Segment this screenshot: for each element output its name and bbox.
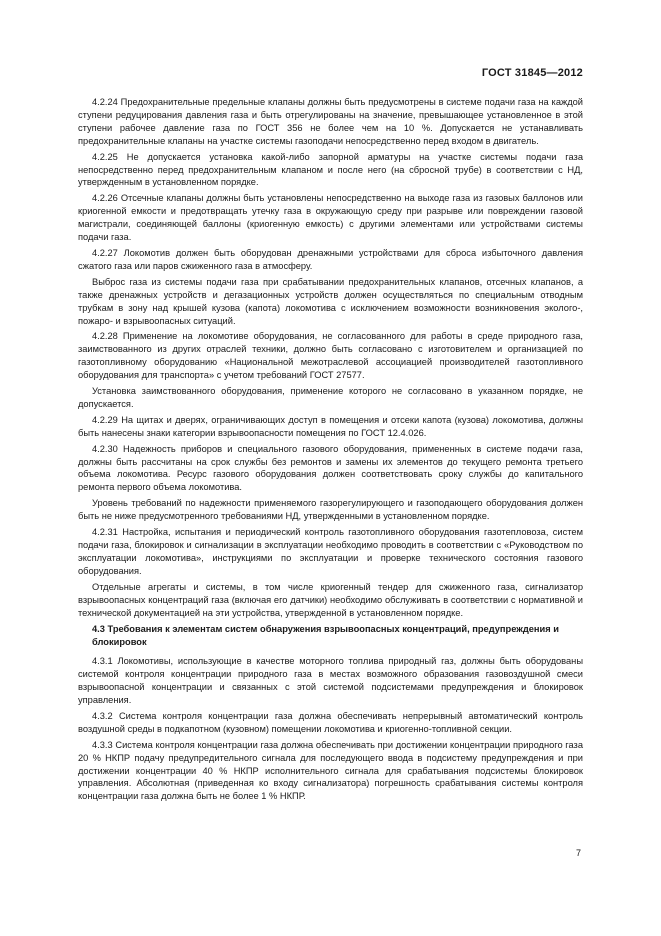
page-number: 7 (575, 848, 581, 858)
clause-4-2-30: 4.2.30 Надежность приборов и специального газового оборудования, примененных в системе подачи газа, должны быть рассчитаны на срок службы без ремонтов и замены их элементов до текущего ремонта третьего объема локомотива. Ресурс газового оборудования должен соответствовать сроку службы до капитального ремонта первого объема локомотива. (78, 443, 583, 493)
clause-4-2-31: 4.2.31 Настройка, испытания и периодический контроль газотопливного оборудования газотепловоза, систем подачи газа, блокировок и сигнализации в эксплуатации необходимо проводить в соответствии с «Руководством по эксплуатации локомотива», инструкциями по эксплуатации и проверке технического состояния газового оборудования. (78, 527, 583, 576)
clause-4-3-2: 4.3.2 Система контроля концентрации газа должна обеспечивать непрерывный автоматический контроль воздушной среды в подкапотном (кузовном) помещении локомотива и криогенно-топливной секции. (78, 710, 583, 734)
clause-4-2-28: 4.2.28 Применение на локомотиве оборудования, не согласованного для работы в среде природного газа, заимствованного из других отраслей техники, должно быть согласовано с изготовителем и организацией по газотопливному оборудованию «Национальной межотраслевой ассоциацией производителей газотопливного оборудования для транспорта» с учетом требований ГОСТ 27577. (78, 331, 583, 381)
clause-4-2-27: 4.2.27 Локомотив должен быть оборудован дренажными устройствами для сброса избыточного давления сжатого газа или паров сжиженного газа в атмосферу. (78, 247, 583, 271)
clause-4-2-27-cont: Выброс газа из системы подачи газа при срабатывании предохранительных клапанов, отсечных клапанов, а также дренажных устройств и дегазационных устройств должен осуществляться по специальным отводным трубкам в зону над крышей кузова (капота) локомотива с исключением возможности возникновения эколого-, пожаро- и взрывоопасных ситуаций. (78, 276, 583, 326)
document-body (78, 96, 583, 806)
standard-header: ГОСТ 31845—2012 (481, 67, 583, 79)
clause-4-2-29: 4.2.29 На щитах и дверях, ограничивающих доступ в помещения и отсеки капота (кузова) локомотива, должны быть нанесены знаки категории взрывоопасности помещения по ГОСТ 12.4.026. (78, 414, 583, 438)
clause-4-2-28-cont: Установка заимствованного оборудования, применение которого не согласовано в указанном порядке, не допускается. (78, 386, 583, 409)
clause-4-2-30-cont: Уровень требований по надежности применяемого газорегулирующего и газоподающего оборудования должен быть не ниже предусмотренного требованиями НД, утвержденными в установленном порядке. (78, 498, 583, 522)
clause-4-2-24: 4.2.24 Предохранительные предельные клапаны должны быть предусмотрены в системе подачи газа на каждой ступени редуцирования давления газа и быть отрегулированы на значение, превышающее установленное в этой ступени рабочее давление газа по ГОСТ 356 не более чем на 10 %. Допускается не устанавливать предохранительные клапаны на участке системы газоподачи непосредственно перед входом в двигатель. (78, 97, 583, 146)
clause-4-2-25: 4.2.25 Не допускается установка какой-либо запорной арматуры на участке системы подачи газа непосредственно перед предохранительным клапаном и после него (на сбросной трубе) в соответствии с НД, утвержденным в установленном порядке. (78, 151, 583, 188)
section-heading-4-3: 4.3 Требования к элементам систем обнаружения взрывоопасных концентраций, предупреждения и блокировок (92, 624, 559, 648)
clause-4-2-26: 4.2.26 Отсечные клапаны должны быть установлены непосредственно на выходе газа из газовых баллонов или криогенной емкости и предотвращать утечку газа в окружающую среду при разрыве или повреждении газовой магистрали, соединяющей баллоны (криогенную емкость) с другими элементами или устройствами системы подачи газа. (78, 193, 583, 243)
clause-4-2-31-cont: Отдельные агрегаты и системы, в том числе криогенный тендер для сжиженного газа, сигнализатор взрывоопасных концентраций газа (включая его датчики) необходимо обслуживать в соответствии с нормативной и технической документацией на эти устройства, утвержденной в установленном порядке. (78, 581, 583, 618)
clause-4-3-1: 4.3.1 Локомотивы, использующие в качестве моторного топлива природный газ, должны быть оборудованы системой контроля концентрации природного газа в местах возможного образования газовоздушной смеси взрывоопасной концентрации и связанных с этой системой подсистемами предупреждения и блокировок управления. (78, 656, 583, 705)
clause-4-3-3: 4.3.3 Система контроля концентрации газа должна обеспечивать при достижении концентрации природного газа 20 % НКПР подачу предупредительного сигнала для последующего ввода в подсистему предупреждения и при достижении концентрации 40 % НКПР исполнительного сигнала для срабатывания подсистемы блокировок управления. Абсолютная (приведенная ко входу сигнализатора) погрешность срабатывания системы контроля концентрации газа должна быть не более 1 % НКПР. (78, 739, 583, 802)
